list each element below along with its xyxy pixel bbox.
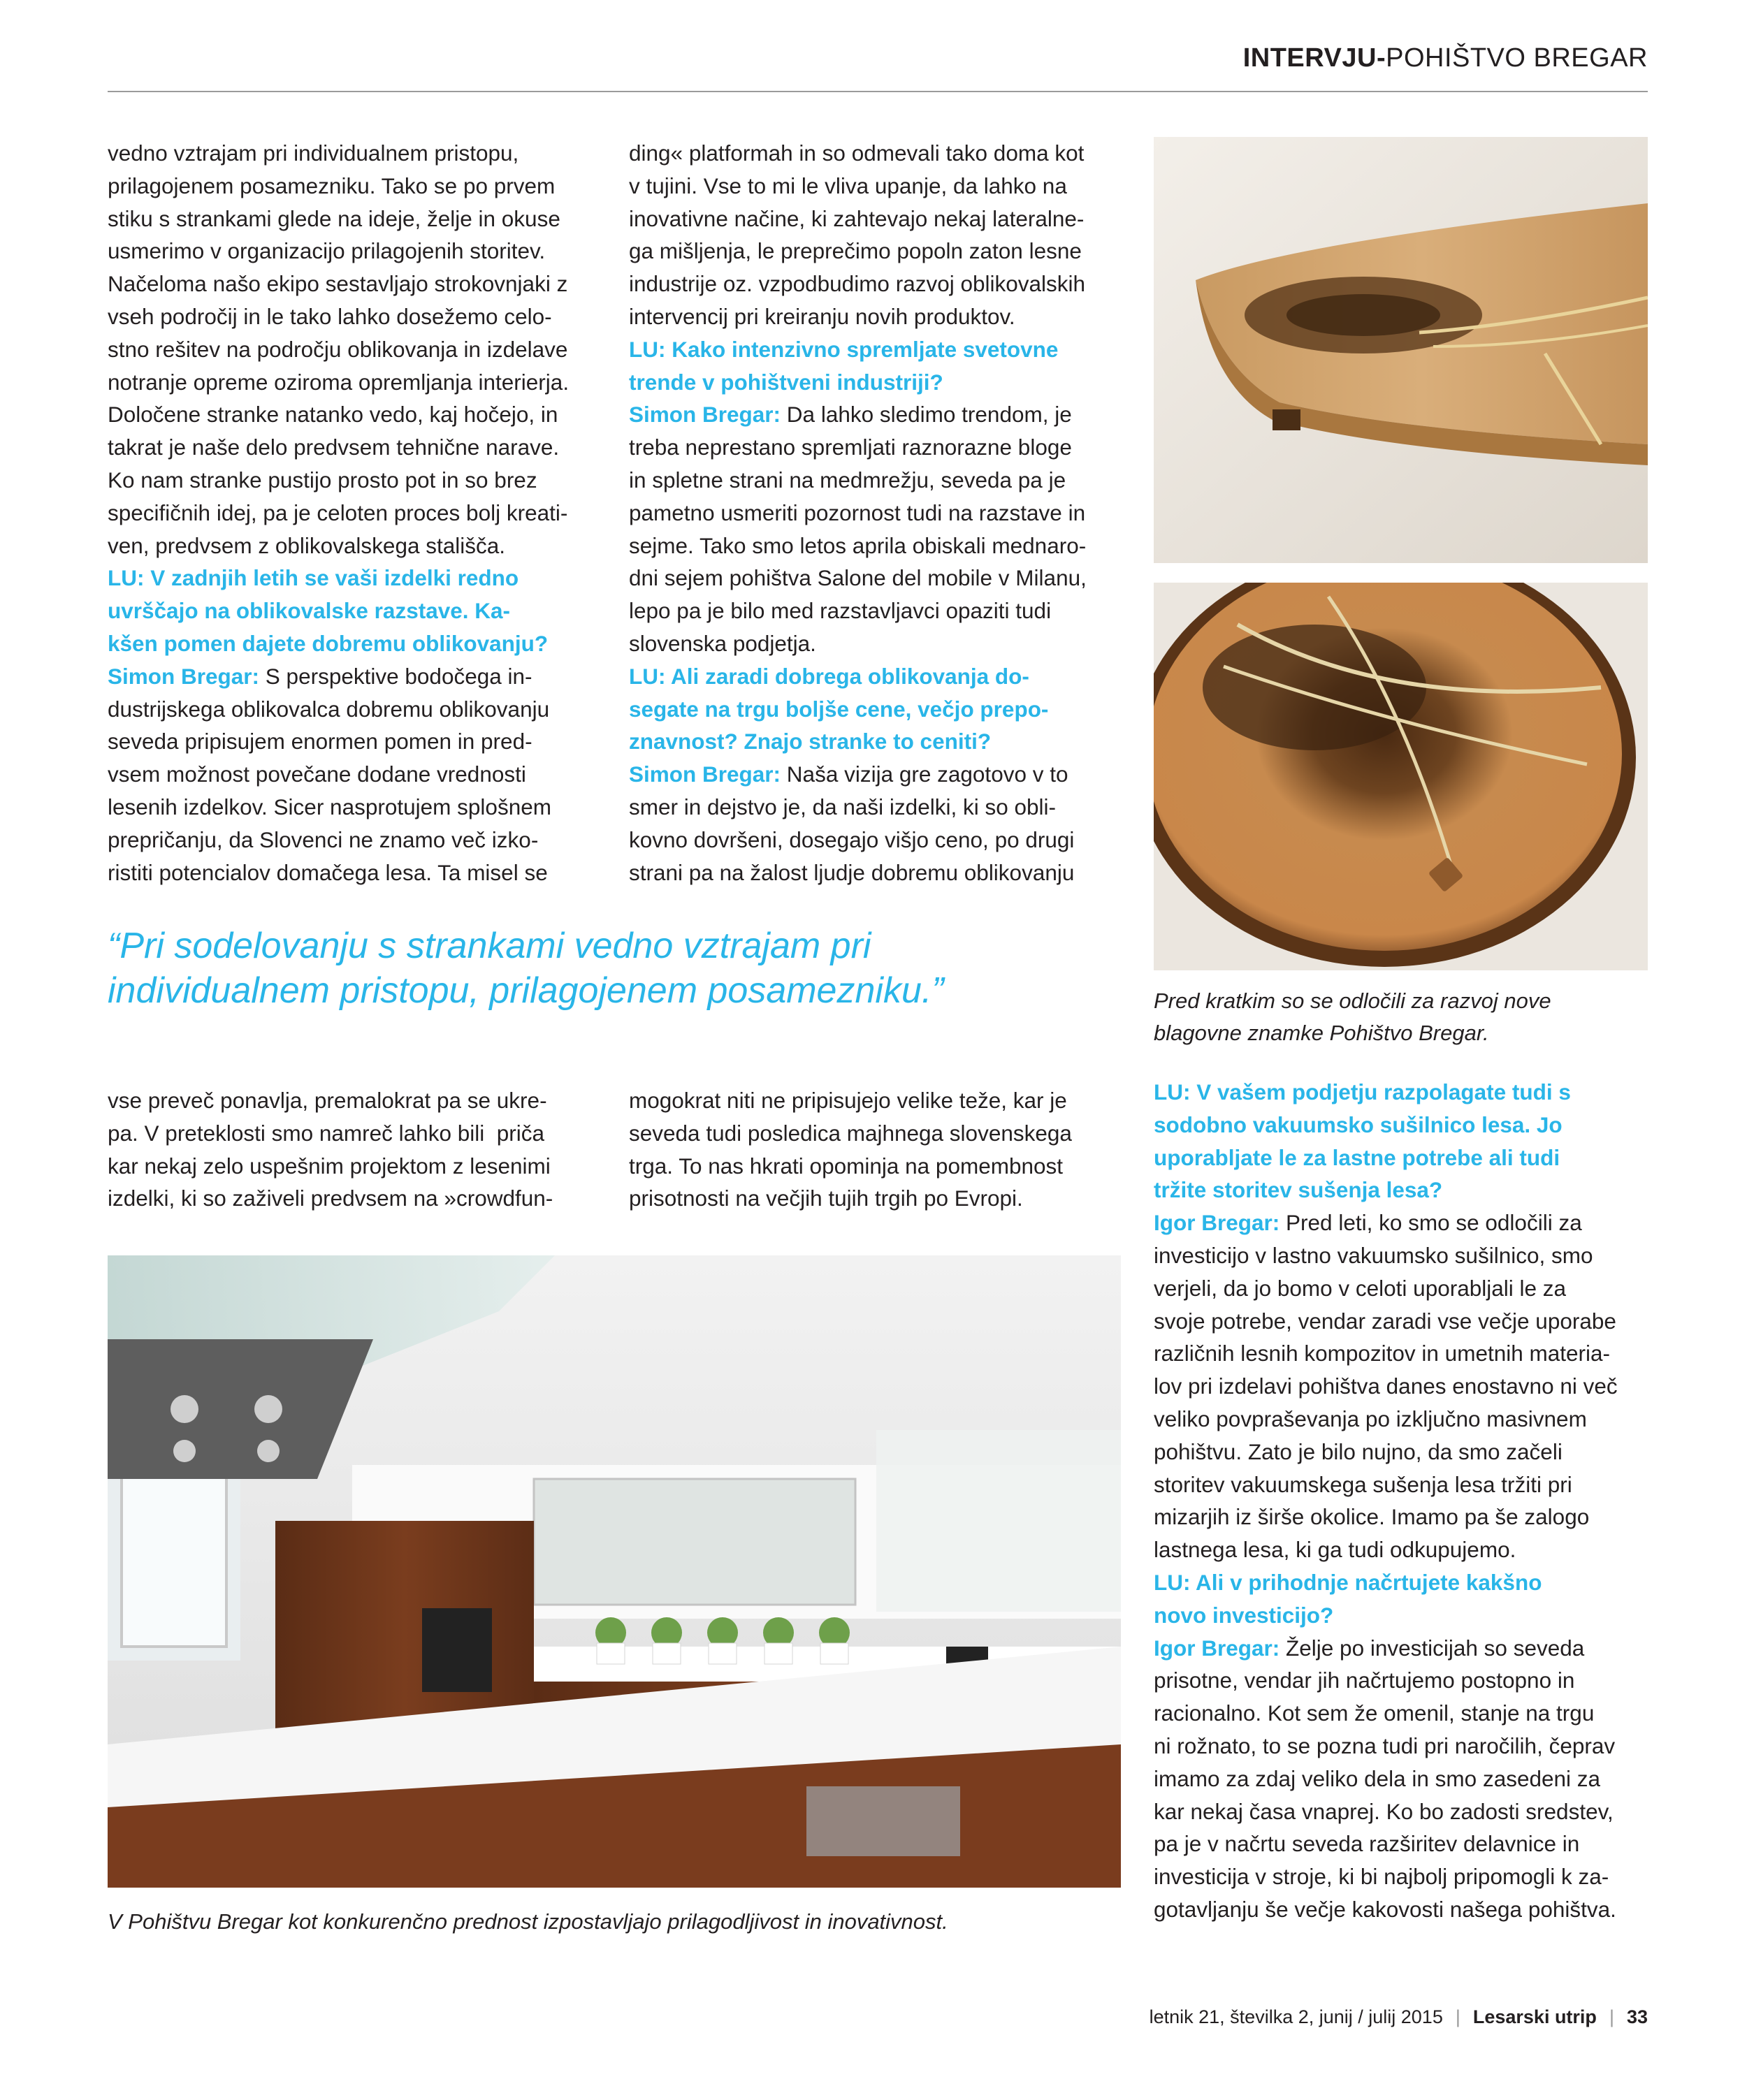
text-line bbox=[629, 300, 1132, 333]
speaker-name: Simon Bregar: bbox=[629, 402, 781, 428]
body-text: investicija v stroje, ki bi najbolj pripomogli k za- bbox=[1154, 1864, 1609, 1890]
body-text: investicijo v lastno vakuumsko sušilnico, smo bbox=[1154, 1242, 1593, 1268]
question-text: znavnost? Znajo stranke to ceniti? bbox=[629, 729, 992, 754]
text-line bbox=[1154, 1664, 1657, 1697]
question-text: LU: Ali v prihodnje načrtujete kakšno bbox=[1154, 1569, 1542, 1595]
column-1-bottom bbox=[108, 1084, 611, 1215]
question-text: trende v pohištveni industriji? bbox=[629, 369, 943, 395]
body-text: seveda pripisujem enormen pomen in pred- bbox=[108, 729, 532, 754]
text-line bbox=[1154, 1795, 1657, 1828]
speaker-name: Simon Bregar: bbox=[108, 663, 260, 689]
body-text: ristiti potencialov domačega lesa. Ta misel se bbox=[108, 859, 548, 885]
header-title: POHIŠTVO BREGAR bbox=[1386, 43, 1648, 73]
text-line bbox=[1154, 1566, 1657, 1599]
photo-kitchen bbox=[108, 1255, 1121, 1888]
body-text: lastnega lesa, ki ga tudi odkupujemo. bbox=[1154, 1537, 1516, 1563]
body-text: Določene stranke natanko vedo, kaj hočejo, in bbox=[108, 402, 558, 428]
caption-line: Pred kratkim so se odločili za razvoj nove bbox=[1154, 989, 1551, 1013]
text-line bbox=[629, 562, 1132, 595]
caption-line: blagovne znamke Pohištvo Bregar. bbox=[1154, 1021, 1489, 1045]
body-text: storitev vakuumskega sušenja lesa tržiti pri bbox=[1154, 1471, 1572, 1497]
body-text: slovenska podjetja. bbox=[629, 630, 816, 656]
body-text: prisotnosti na večjih tujih trgih po Evropi. bbox=[629, 1186, 1023, 1211]
body-text: mizarjih iz širše okolice. Imamo pa še zalogo bbox=[1154, 1504, 1590, 1530]
body-text: sejme. Tako smo letos aprila obiskali mednaro- bbox=[629, 532, 1087, 558]
body-text: pa. V preteklosti smo namreč lahko bili priča bbox=[108, 1120, 545, 1146]
body-text: inovativne načine, ki zahtevajo nekaj lateralne- bbox=[629, 205, 1085, 231]
text-line bbox=[1154, 1763, 1657, 1795]
question-text: uporabljate le za lastne potrebe ali tudi bbox=[1154, 1144, 1560, 1170]
text-line bbox=[629, 268, 1132, 300]
body-text: in spletne strani na medmrežju, seveda pa je bbox=[629, 467, 1066, 493]
body-text: smer in dejstvo je, da naši izdelki, ki so obli- bbox=[629, 794, 1057, 819]
page-number: 33 bbox=[1626, 2006, 1648, 2027]
text-line bbox=[1154, 1337, 1657, 1370]
body-text: vedno vztrajam pri individualnem pristopu, bbox=[108, 140, 519, 166]
body-text: gotavljanju še večje kakovosti našega pohištva. bbox=[1154, 1896, 1616, 1922]
text-line bbox=[629, 333, 1132, 366]
column-2-bottom bbox=[629, 1084, 1132, 1215]
text-line bbox=[108, 464, 611, 497]
body-text: kar nekaj časa vnaprej. Ko bo zadosti sredstev, bbox=[1154, 1798, 1614, 1824]
text-line bbox=[629, 660, 1132, 693]
text-line bbox=[1154, 1860, 1657, 1893]
text-line bbox=[629, 627, 1132, 660]
header-section: INTERVJU- bbox=[1242, 43, 1386, 73]
body-text: lov pri izdelavi pohištva danes enostavno ni več bbox=[1154, 1373, 1618, 1399]
column-3-bottom bbox=[1154, 1076, 1657, 1926]
body-text: Načeloma našo ekipo sestavljajo strokovnjaki z bbox=[108, 271, 568, 297]
text-line bbox=[629, 693, 1132, 726]
text-line bbox=[1154, 1174, 1657, 1206]
body-text: prilagojenem posamezniku. Tako se po prvem bbox=[108, 173, 556, 198]
text-line bbox=[108, 268, 611, 300]
page-footer bbox=[0, 2006, 1648, 2028]
body-text: lepo pa je bilo med razstavljavci opaziti tudi bbox=[629, 598, 1052, 624]
text-line bbox=[108, 203, 611, 235]
text-line bbox=[108, 791, 611, 824]
text-line bbox=[1154, 1468, 1657, 1501]
body-text: intervencij pri kreiranju novih produktov. bbox=[629, 303, 1015, 329]
text-line bbox=[629, 1117, 1132, 1150]
text-line bbox=[108, 235, 611, 268]
body-text: ga mišljenja, le preprečimo popoln zaton lesne bbox=[629, 238, 1082, 264]
text-line bbox=[108, 824, 611, 856]
text-line bbox=[108, 1117, 611, 1150]
question-text: LU: V zadnjih letih se vaši izdelki redno bbox=[108, 565, 519, 591]
text-line bbox=[629, 170, 1132, 203]
body-text: ven, predvsem z oblikovalskega stališča. bbox=[108, 532, 506, 558]
text-line bbox=[108, 1150, 611, 1183]
text-line bbox=[1154, 1697, 1657, 1730]
question-text: LU: Ali zaradi dobrega oblikovanja do- bbox=[629, 663, 1029, 689]
body-text: izdelki, ki so zaživeli predvsem na »crowdfun- bbox=[108, 1186, 553, 1211]
text-line bbox=[108, 693, 611, 726]
text-line bbox=[1154, 1632, 1657, 1665]
footer-magazine: Lesarski utrip bbox=[1472, 2006, 1597, 2027]
body-text: vsem možnost povečane dodane vrednosti bbox=[108, 761, 526, 787]
question-text: sodobno vakuumsko sušilnico lesa. Jo bbox=[1154, 1111, 1563, 1137]
body-text: Naša vizija gre zagotovo v to bbox=[781, 761, 1068, 787]
question-text: uvrščajo na oblikovalske razstave. Ka- bbox=[108, 598, 511, 624]
text-line bbox=[629, 366, 1132, 399]
body-text: mogokrat niti ne pripisujejo velike teže, kar je bbox=[629, 1088, 1067, 1113]
body-text: verjeli, da jo bomo v celoti uporabljali le za bbox=[1154, 1275, 1567, 1301]
pull-quote-line: individualnem pristopu, prilagojenem posamezniku.” bbox=[108, 970, 944, 1011]
text-line bbox=[1154, 1142, 1657, 1174]
body-text: treba neprestano spremljati raznorazne bloge bbox=[629, 435, 1072, 460]
body-text: takrat je naše delo predvsem tehnične narave. bbox=[108, 435, 560, 460]
body-text: notranje opreme oziroma opremljanja interierja. bbox=[108, 369, 570, 395]
text-line bbox=[1154, 1403, 1657, 1436]
body-text: kar nekaj zelo uspešnim projektom z lesenimi bbox=[108, 1153, 551, 1179]
body-text: Ko nam stranke pustijo prosto pot in so brez bbox=[108, 467, 537, 493]
text-line bbox=[629, 758, 1132, 791]
body-text: ni rožnato, to se pozna tudi pri naročilih, čeprav bbox=[1154, 1733, 1616, 1758]
header-divider bbox=[108, 91, 1648, 92]
footer-issue: letnik 21, številka 2, junij / julij 2015 bbox=[1149, 2006, 1443, 2027]
body-text: Da lahko sledimo trendom, je bbox=[781, 402, 1072, 428]
text-line bbox=[1154, 1206, 1657, 1239]
text-line bbox=[629, 203, 1132, 235]
body-text: pa je v načrtu seveda razširitev delavnice in bbox=[1154, 1831, 1580, 1857]
body-text: stno rešitev na področju oblikovanja in izdelave bbox=[108, 336, 568, 362]
text-line bbox=[108, 856, 611, 889]
text-line bbox=[1154, 1893, 1657, 1926]
text-line bbox=[108, 366, 611, 399]
caption-kitchen bbox=[108, 1906, 948, 1938]
question-text: tržite storitev sušenja lesa? bbox=[1154, 1177, 1443, 1203]
text-line bbox=[629, 235, 1132, 268]
text-line bbox=[108, 137, 611, 170]
text-line bbox=[629, 530, 1132, 562]
text-line bbox=[629, 856, 1132, 889]
footer-separator: | bbox=[1609, 2006, 1614, 2027]
speaker-name: Igor Bregar: bbox=[1154, 1635, 1280, 1661]
text-line bbox=[108, 497, 611, 530]
text-line bbox=[108, 333, 611, 366]
text-line bbox=[629, 595, 1132, 627]
text-line bbox=[108, 1182, 611, 1215]
pull-quote bbox=[108, 924, 1100, 1013]
speaker-name: Simon Bregar: bbox=[629, 761, 781, 787]
text-line bbox=[108, 660, 611, 693]
text-line bbox=[629, 1150, 1132, 1183]
question-text: LU: Kako intenzivno spremljate svetovne bbox=[629, 336, 1059, 362]
text-line bbox=[629, 398, 1132, 431]
running-header bbox=[0, 43, 1648, 73]
body-text: dustrijskega oblikovalca dobremu oblikovanju bbox=[108, 696, 550, 722]
body-text: pohištvu. Zato je bilo nujno, da smo začeli bbox=[1154, 1438, 1563, 1464]
body-text: S perspektive bodočega in- bbox=[259, 663, 532, 689]
caption-line: V Pohištvu Bregar kot konkurenčno prednost izpostavljajo prilagodljivost in inovativnost. bbox=[108, 1909, 948, 1934]
speaker-name: Igor Bregar: bbox=[1154, 1210, 1280, 1236]
body-text: lesenih izdelkov. Sicer nasprotujem splošnem bbox=[108, 794, 551, 819]
body-text: vse preveč ponavlja, premalokrat pa se ukre- bbox=[108, 1088, 547, 1113]
text-line bbox=[629, 497, 1132, 530]
body-text: Pred leti, ko smo se odločili za bbox=[1280, 1210, 1582, 1236]
body-text: strani pa na žalost ljudje dobremu oblikovanju bbox=[629, 859, 1075, 885]
column-1-top bbox=[108, 137, 611, 889]
body-text: dni sejem pohištva Salone del mobile v Milanu, bbox=[629, 565, 1087, 591]
text-line bbox=[1154, 1305, 1657, 1338]
text-line bbox=[108, 758, 611, 791]
footer-separator: | bbox=[1455, 2006, 1460, 2027]
text-line bbox=[629, 464, 1132, 497]
body-text: stiku s strankami glede na ideje, želje in okuse bbox=[108, 205, 560, 231]
question-text: kšen pomen dajete dobremu oblikovanju? bbox=[108, 630, 549, 656]
body-text: pametno usmeriti pozornost tudi na razstave in bbox=[629, 500, 1086, 525]
text-line bbox=[108, 725, 611, 758]
text-line bbox=[108, 170, 611, 203]
text-line bbox=[1154, 1501, 1657, 1533]
text-line bbox=[629, 1182, 1132, 1215]
text-line bbox=[1154, 1239, 1657, 1272]
photo-wooden-board bbox=[1154, 137, 1648, 563]
text-line bbox=[1154, 1109, 1657, 1142]
text-line bbox=[108, 627, 611, 660]
text-line bbox=[108, 300, 611, 333]
body-text: imamo za zdaj veliko dela in smo zasedeni za bbox=[1154, 1765, 1601, 1791]
text-line bbox=[629, 431, 1132, 464]
text-line bbox=[629, 824, 1132, 856]
text-line bbox=[1154, 1533, 1657, 1566]
body-text: usmerimo v organizacijo prilagojenih storitev. bbox=[108, 238, 546, 264]
body-text: prepričanju, da Slovenci ne znamo več izko- bbox=[108, 826, 539, 852]
caption-boards bbox=[1154, 985, 1551, 1049]
text-line bbox=[629, 1084, 1132, 1117]
body-text: različnih lesnih kompozitov in umetnih materia- bbox=[1154, 1341, 1611, 1366]
text-line bbox=[108, 1084, 611, 1117]
body-text: v tujini. Vse to mi le vliva upanje, da lahko na bbox=[629, 173, 1067, 198]
text-line bbox=[1154, 1599, 1657, 1632]
question-text: novo investicijo? bbox=[1154, 1602, 1334, 1628]
text-line bbox=[1154, 1370, 1657, 1403]
body-text: specifičnih idej, pa je celoten proces bolj kreati- bbox=[108, 500, 568, 525]
body-text: ding« platformah in so odmevali tako doma kot bbox=[629, 140, 1085, 166]
column-2-top bbox=[629, 137, 1132, 889]
text-line bbox=[108, 595, 611, 627]
text-line bbox=[629, 725, 1132, 758]
body-text: svoje potrebe, vendar zaradi vse večje uporabe bbox=[1154, 1308, 1616, 1334]
body-text: kovno dovršeni, dosegajo višjo ceno, po drugi bbox=[629, 826, 1075, 852]
body-text: vseh področij in le tako lahko dosežemo celo- bbox=[108, 303, 552, 329]
text-line bbox=[1154, 1828, 1657, 1860]
text-line bbox=[108, 562, 611, 595]
text-line bbox=[108, 530, 611, 562]
text-line bbox=[1154, 1076, 1657, 1109]
body-text: Želje po investicijah so seveda bbox=[1280, 1635, 1585, 1661]
body-text: seveda tudi posledica majhnega slovenskega bbox=[629, 1120, 1072, 1146]
text-line bbox=[629, 137, 1132, 170]
body-text: industrije oz. vzpodbudimo razvoj oblikovalskih bbox=[629, 271, 1086, 297]
text-line bbox=[1154, 1436, 1657, 1468]
text-line bbox=[1154, 1272, 1657, 1305]
text-line bbox=[108, 431, 611, 464]
question-text: segate na trgu boljše cene, večjo prepo- bbox=[629, 696, 1049, 722]
text-line bbox=[108, 398, 611, 431]
text-line bbox=[1154, 1730, 1657, 1763]
pull-quote-line: “Pri sodelovanju s strankami vedno vztrajam pri bbox=[108, 926, 871, 966]
body-text: veliko povpraševanja po izključno masivnem bbox=[1154, 1406, 1587, 1431]
text-line bbox=[629, 791, 1132, 824]
question-text: LU: V vašem podjetju razpolagate tudi s bbox=[1154, 1079, 1571, 1104]
body-text: racionalno. Kot sem že omenil, stanje na trgu bbox=[1154, 1700, 1595, 1726]
body-text: trga. To nas hkrati opominja na pomembnost bbox=[629, 1153, 1064, 1179]
body-text: prisotne, vendar jih načrtujemo postopno in bbox=[1154, 1668, 1575, 1693]
photo-round-board bbox=[1154, 583, 1648, 970]
